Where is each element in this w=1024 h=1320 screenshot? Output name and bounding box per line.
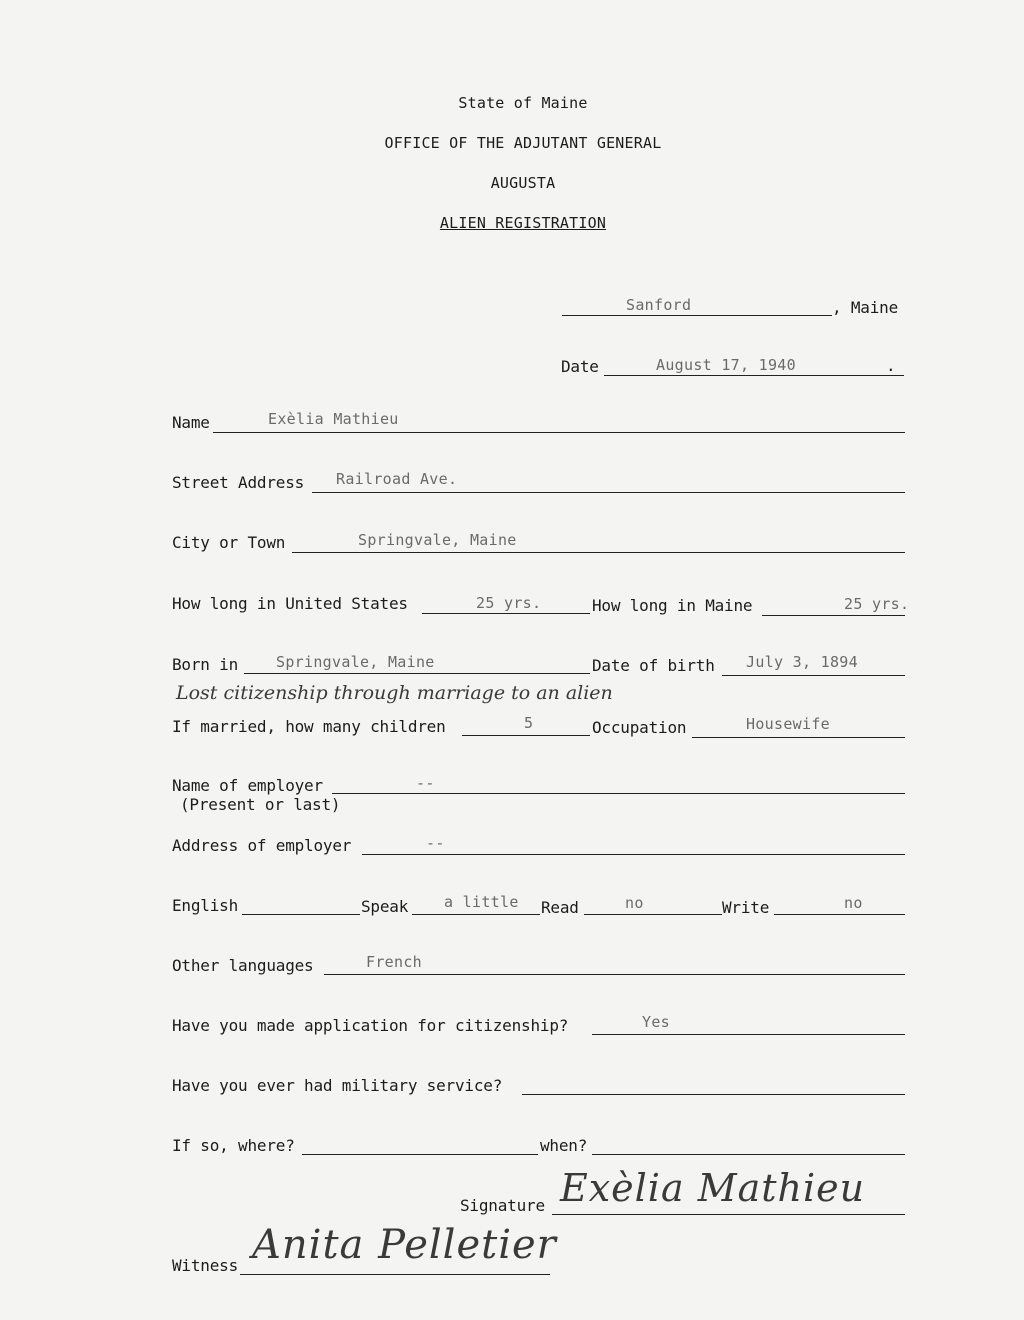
- date-end-mark: .: [886, 356, 896, 375]
- employer-address-value: --: [426, 834, 445, 852]
- signature-label: Signature: [460, 1196, 545, 1215]
- read-line: [584, 914, 722, 915]
- citizenship-application-line: [592, 1034, 905, 1035]
- city-label: City or Town: [172, 533, 286, 552]
- born-in-line: [244, 673, 590, 674]
- maine-duration-label: How long in Maine: [592, 596, 753, 615]
- write-label: Write: [722, 898, 770, 917]
- other-languages-line: [324, 974, 905, 975]
- form-title: ALIEN REGISTRATION: [439, 214, 607, 232]
- citizenship-note: Lost citizenship through marriage to an alien: [176, 682, 613, 704]
- speak-value: a little: [444, 893, 519, 911]
- signature-line: [552, 1214, 905, 1215]
- write-line: [774, 914, 905, 915]
- english-line: [242, 914, 360, 915]
- occupation-line: [692, 737, 905, 738]
- other-languages-label: Other languages: [172, 956, 314, 975]
- dob-value: July 3, 1894: [746, 653, 858, 671]
- street-line: [312, 492, 905, 493]
- employer-name-sublabel: (Present or last): [180, 795, 341, 814]
- town-line: [562, 315, 832, 316]
- us-duration-value: 25 yrs.: [476, 594, 542, 612]
- dob-label: Date of birth: [592, 656, 715, 675]
- witness-value: Anita Pelletier: [252, 1222, 557, 1268]
- military-label: Have you ever had military service?: [172, 1076, 503, 1095]
- occupation-value: Housewife: [746, 715, 830, 733]
- children-label: If married, how many children: [172, 717, 446, 736]
- street-value: Railroad Ave.: [336, 470, 458, 488]
- town-value: Sanford: [626, 296, 692, 314]
- name-value: Exèlia Mathieu: [268, 410, 399, 428]
- state-suffix: , Maine: [832, 298, 899, 317]
- date-label: Date: [561, 357, 599, 376]
- military-line: [522, 1094, 905, 1095]
- header-state: State of Maine: [458, 94, 588, 112]
- us-duration-line: [422, 613, 590, 614]
- english-label: English: [172, 896, 239, 915]
- citizenship-application-label: Have you made application for citizenship?: [172, 1016, 569, 1035]
- employer-address-label: Address of employer: [172, 836, 352, 855]
- us-duration-label: How long in United States: [172, 594, 408, 613]
- dob-line: [722, 675, 905, 676]
- read-label: Read: [541, 898, 579, 917]
- header-office: OFFICE OF THE ADJUTANT GENERAL: [384, 134, 662, 152]
- employer-address-line: [362, 854, 905, 855]
- name-line: [213, 432, 905, 433]
- read-value: no: [625, 894, 644, 912]
- when-line: [592, 1154, 905, 1155]
- date-value: August 17, 1940: [656, 356, 796, 374]
- employer-name-label: Name of employer: [172, 776, 323, 795]
- occupation-label: Occupation: [592, 718, 687, 737]
- when-label: when?: [540, 1136, 588, 1155]
- speak-label: Speak: [361, 897, 409, 916]
- where-label: If so, where?: [172, 1136, 295, 1155]
- employer-name-value: --: [416, 774, 435, 792]
- born-in-label: Born in: [172, 655, 239, 674]
- city-value: Springvale, Maine: [358, 531, 517, 549]
- speak-line: [412, 914, 540, 915]
- write-value: no: [844, 894, 863, 912]
- children-line: [462, 735, 590, 736]
- signature-value: Exèlia Mathieu: [560, 1166, 866, 1210]
- employer-name-line: [332, 793, 905, 794]
- witness-label: Witness: [172, 1256, 239, 1275]
- witness-line: [240, 1274, 550, 1275]
- children-value: 5: [524, 714, 534, 732]
- citizenship-application-value: Yes: [642, 1013, 670, 1031]
- street-label: Street Address: [172, 473, 305, 492]
- other-languages-value: French: [366, 953, 422, 971]
- maine-duration-line: [762, 615, 905, 616]
- where-line: [302, 1154, 538, 1155]
- maine-duration-value: 25 yrs.: [844, 595, 910, 613]
- date-line: [604, 375, 904, 376]
- header-city: AUGUSTA: [490, 174, 556, 192]
- name-label: Name: [172, 413, 210, 432]
- born-in-value: Springvale, Maine: [276, 653, 435, 671]
- city-line: [292, 552, 905, 553]
